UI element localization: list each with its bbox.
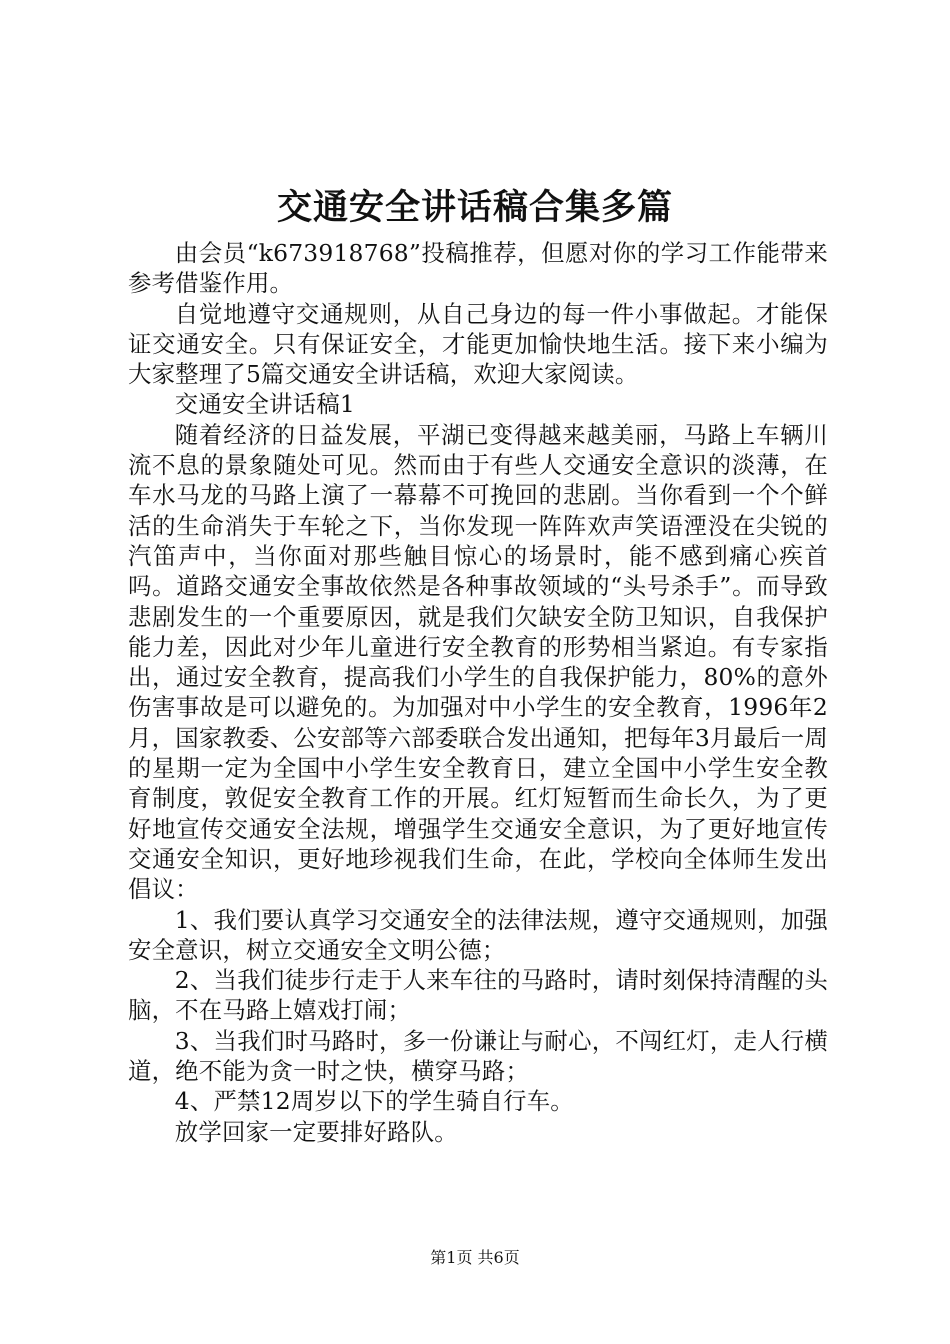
summary-paragraph: 自觉地遵守交通规则，从自己身边的每一件小事做起。才能保证交通安全。只有保证安全，才能更加愉快地生活。接下来小编为大家整理了5篇交通安全讲话稿，欢迎大家阅读。	[128, 299, 828, 389]
list-item-3: 3、当我们时马路时，多一份谦让与耐心，不闯红灯，走人行横道，绝不能为贪一时之快，横穿马路；	[128, 1026, 828, 1086]
document-title: 交通安全讲话稿合集多篇	[276, 187, 673, 228]
page-number-footer: 第1页 共6页	[430, 1248, 520, 1267]
section-heading: 交通安全讲话稿1	[174, 390, 356, 419]
closing-paragraph: 放学回家一定要排好路队。	[174, 1117, 458, 1146]
intro-paragraph: 由会员“k673918768”投稿推荐，但愿对你的学习工作能带来参考借鉴作用。	[128, 239, 828, 298]
main-paragraph: 随着经济的日益发展，平湖已变得越来越美丽，马路上车辆川流不息的景象随处可见。然而由于有些人交通安全意识的淡薄，在车水马龙的马路上演了一幕幕不可挽回的悲剧。当你看到一个个鲜活的生命消失于车轮之下，当你发现一阵阵欢声笑语湮没在尖锐的汽笛声中，当你面对那些触目惊心的场景时，能不感到痛心疾首吗。道路交通安全事故依然是各种事故领域的“头号杀手”。而导致悲剧发生的一个重要原因，就是我们欠缺安全防卫知识，自我保护能力差，因此对少年儿童进行安全教育的形势相当紧迫。有专家指出，通过安全教育，提高我们小学生的自我保护能力，80%的意外伤害事故是可以避免的。为加强对中小学生的安全教育，1996年2月，国家教委、公安部等六部委联合发出通知，把每年3月最后一周的星期一定为全国中小学生安全教育日，建立全国中小学生安全教育制度，敦促安全教育工作的开展。红灯短暂而生命长久，为了更好地宣传交通安全法规，增强学生交通安全意识，为了更好地宣传交通安全知识，更好地珍视我们生命，在此，学校向全体师生发出倡议：	[128, 420, 828, 904]
list-item-2: 2、当我们徒步行走于人来车往的马路时，请时刻保持清醒的头脑，不在马路上嬉戏打闹；	[128, 966, 828, 1025]
list-item-1: 1、我们要认真学习交通安全的法律法规，遵守交通规则，加强安全意识，树立交通安全文明公德；	[128, 905, 828, 964]
list-item-4: 4、严禁12周岁以下的学生骑自行车。	[174, 1087, 574, 1116]
document-body	[128, 238, 828, 1147]
